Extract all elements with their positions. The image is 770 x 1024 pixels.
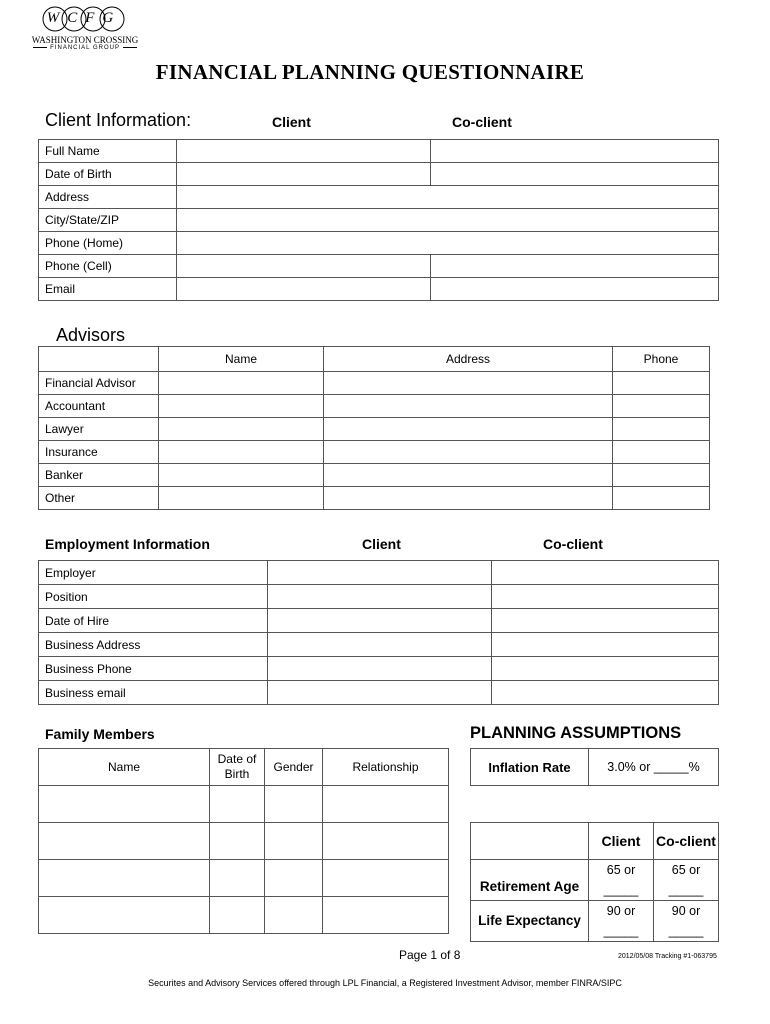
employment-col-coclient: Co-client xyxy=(543,536,603,552)
family-row xyxy=(39,823,449,860)
family-gender-field[interactable] xyxy=(265,897,323,934)
inflation-value[interactable]: 3.0% or _____% xyxy=(589,749,719,786)
shared-field[interactable] xyxy=(177,232,719,255)
advisor-address-field[interactable] xyxy=(324,441,613,464)
client-info-col-client: Client xyxy=(272,114,311,130)
family-dob-field[interactable] xyxy=(210,823,265,860)
client-info-label: Email xyxy=(39,278,177,301)
family-name-field[interactable] xyxy=(39,897,210,934)
tracking-number: 2012/05/08 Tracking #1-063795 xyxy=(618,953,717,960)
life-expectancy-client[interactable]: 90 or _____ xyxy=(589,901,654,942)
family-row xyxy=(39,897,449,934)
advisor-phone-field[interactable] xyxy=(613,487,710,510)
family-dob-field[interactable] xyxy=(210,860,265,897)
client-info-row xyxy=(39,140,719,163)
advisor-row xyxy=(39,395,710,418)
advisor-label: Banker xyxy=(39,464,159,487)
advisor-row xyxy=(39,487,710,510)
employment-label: Business Address xyxy=(39,633,268,657)
inflation-label: Inflation Rate xyxy=(471,749,589,786)
client-info-heading: Client Information: xyxy=(45,110,192,130)
client-info-label: Full Name xyxy=(39,140,177,163)
family-table xyxy=(38,748,449,934)
client-field[interactable] xyxy=(177,163,431,186)
employment-coclient-field[interactable] xyxy=(492,657,719,681)
employment-label: Employer xyxy=(39,561,268,585)
coclient-field[interactable] xyxy=(431,278,719,301)
family-relationship-field[interactable] xyxy=(323,897,449,934)
advisor-label: Insurance xyxy=(39,441,159,464)
ages-col-client: Client xyxy=(589,823,654,860)
advisor-phone-field[interactable] xyxy=(613,372,710,395)
logo-letters: WCFG xyxy=(46,10,122,26)
advisor-name-field[interactable] xyxy=(159,464,324,487)
advisor-name-field[interactable] xyxy=(159,418,324,441)
advisor-phone-field[interactable] xyxy=(613,464,710,487)
logo-seal xyxy=(40,4,128,34)
life-expectancy-label: Life Expectancy xyxy=(471,901,589,942)
family-name-field[interactable] xyxy=(39,786,210,823)
client-info-row xyxy=(39,255,719,278)
ages-corner-cell xyxy=(471,823,589,860)
client-info-row xyxy=(39,186,719,209)
family-col-name: Name xyxy=(39,749,210,786)
planning-heading: PLANNING ASSUMPTIONS xyxy=(470,724,682,742)
employment-client-field[interactable] xyxy=(268,657,492,681)
retirement-age-coclient[interactable]: 65 or _____ xyxy=(654,860,719,901)
employment-client-field[interactable] xyxy=(268,585,492,609)
advisors-col-name: Name xyxy=(159,347,324,372)
advisor-label: Other xyxy=(39,487,159,510)
client-field[interactable] xyxy=(177,278,431,301)
shared-field[interactable] xyxy=(177,186,719,209)
client-info-label: City/State/ZIP xyxy=(39,209,177,232)
family-gender-field[interactable] xyxy=(265,786,323,823)
family-name-field[interactable] xyxy=(39,860,210,897)
advisor-address-field[interactable] xyxy=(324,418,613,441)
employment-coclient-field[interactable] xyxy=(492,561,719,585)
employment-row xyxy=(39,585,719,609)
page-number: Page 1 of 8 xyxy=(399,948,461,962)
advisor-row xyxy=(39,418,710,441)
employment-row xyxy=(39,681,719,705)
family-col-gender: Gender xyxy=(265,749,323,786)
client-info-label: Address xyxy=(39,186,177,209)
retirement-age-client[interactable]: 65 or _____ xyxy=(589,860,654,901)
employment-label: Business email xyxy=(39,681,268,705)
advisor-label: Lawyer xyxy=(39,418,159,441)
advisor-row xyxy=(39,441,710,464)
coclient-field[interactable] xyxy=(431,140,719,163)
employment-label: Business Phone xyxy=(39,657,268,681)
client-info-label: Date of Birth xyxy=(39,163,177,186)
logo-company-sub: FINANCIAL GROUP xyxy=(30,45,140,51)
company-logo xyxy=(30,4,140,54)
employment-client-field[interactable] xyxy=(268,633,492,657)
employment-table xyxy=(38,560,719,705)
family-col-dob: Date of Birth xyxy=(210,749,265,786)
employment-label: Position xyxy=(39,585,268,609)
advisor-address-field[interactable] xyxy=(324,487,613,510)
family-row xyxy=(39,860,449,897)
employment-label: Date of Hire xyxy=(39,609,268,633)
employment-client-field[interactable] xyxy=(268,561,492,585)
employment-client-field[interactable] xyxy=(268,609,492,633)
life-expectancy-coclient[interactable]: 90 or _____ xyxy=(654,901,719,942)
coclient-field[interactable] xyxy=(431,255,719,278)
employment-row xyxy=(39,609,719,633)
family-dob-field[interactable] xyxy=(210,897,265,934)
client-info-table xyxy=(38,139,719,301)
employment-heading: Employment Information xyxy=(45,536,210,552)
footer-disclaimer: Securites and Advisory Services offered through LPL Financial, a Registered Investment Advisor, member FINRA/SIPC xyxy=(148,978,622,988)
advisor-label: Accountant xyxy=(39,395,159,418)
client-field[interactable] xyxy=(177,255,431,278)
client-info-row xyxy=(39,278,719,301)
family-gender-field[interactable] xyxy=(265,860,323,897)
family-gender-field[interactable] xyxy=(265,823,323,860)
employment-row xyxy=(39,657,719,681)
family-row xyxy=(39,786,449,823)
client-info-label: Phone (Home) xyxy=(39,232,177,255)
employment-row xyxy=(39,561,719,585)
employment-col-client: Client xyxy=(362,536,401,552)
client-info-row xyxy=(39,232,719,255)
client-field[interactable] xyxy=(177,140,431,163)
advisor-row xyxy=(39,372,710,395)
page-title: FINANCIAL PLANNING QUESTIONNAIRE xyxy=(155,60,585,84)
advisor-name-field[interactable] xyxy=(159,487,324,510)
advisors-heading: Advisors xyxy=(56,325,126,345)
family-col-relationship: Relationship xyxy=(323,749,449,786)
advisors-corner-cell xyxy=(39,347,159,372)
family-relationship-field[interactable] xyxy=(323,786,449,823)
family-dob-field[interactable] xyxy=(210,786,265,823)
advisor-name-field[interactable] xyxy=(159,395,324,418)
advisor-name-field[interactable] xyxy=(159,372,324,395)
shared-field[interactable] xyxy=(177,209,719,232)
advisor-phone-field[interactable] xyxy=(613,441,710,464)
ages-table xyxy=(470,822,719,942)
family-name-field[interactable] xyxy=(39,823,210,860)
client-info-row xyxy=(39,163,719,186)
employment-coclient-field[interactable] xyxy=(492,681,719,705)
coclient-field[interactable] xyxy=(431,163,719,186)
client-info-row xyxy=(39,209,719,232)
advisors-col-phone: Phone xyxy=(613,347,710,372)
logo-company-name: WASHINGTON CROSSING xyxy=(31,35,139,45)
client-info-label: Phone (Cell) xyxy=(39,255,177,278)
advisor-label: Financial Advisor xyxy=(39,372,159,395)
employment-client-field[interactable] xyxy=(268,681,492,705)
advisor-address-field[interactable] xyxy=(324,372,613,395)
inflation-table xyxy=(470,748,719,786)
employment-coclient-field[interactable] xyxy=(492,633,719,657)
advisors-col-address: Address xyxy=(324,347,613,372)
employment-coclient-field[interactable] xyxy=(492,585,719,609)
retirement-age-label: Retirement Age xyxy=(471,860,589,901)
family-heading: Family Members xyxy=(45,726,155,742)
family-relationship-field[interactable] xyxy=(323,823,449,860)
advisor-address-field[interactable] xyxy=(324,464,613,487)
advisors-table xyxy=(38,346,710,510)
advisor-row xyxy=(39,464,710,487)
ages-col-coclient: Co-client xyxy=(654,823,719,860)
client-info-col-coclient: Co-client xyxy=(452,114,512,130)
advisor-phone-field[interactable] xyxy=(613,395,710,418)
family-relationship-field[interactable] xyxy=(323,860,449,897)
advisor-name-field[interactable] xyxy=(159,441,324,464)
advisor-address-field[interactable] xyxy=(324,395,613,418)
employment-row xyxy=(39,633,719,657)
advisor-phone-field[interactable] xyxy=(613,418,710,441)
employment-coclient-field[interactable] xyxy=(492,609,719,633)
